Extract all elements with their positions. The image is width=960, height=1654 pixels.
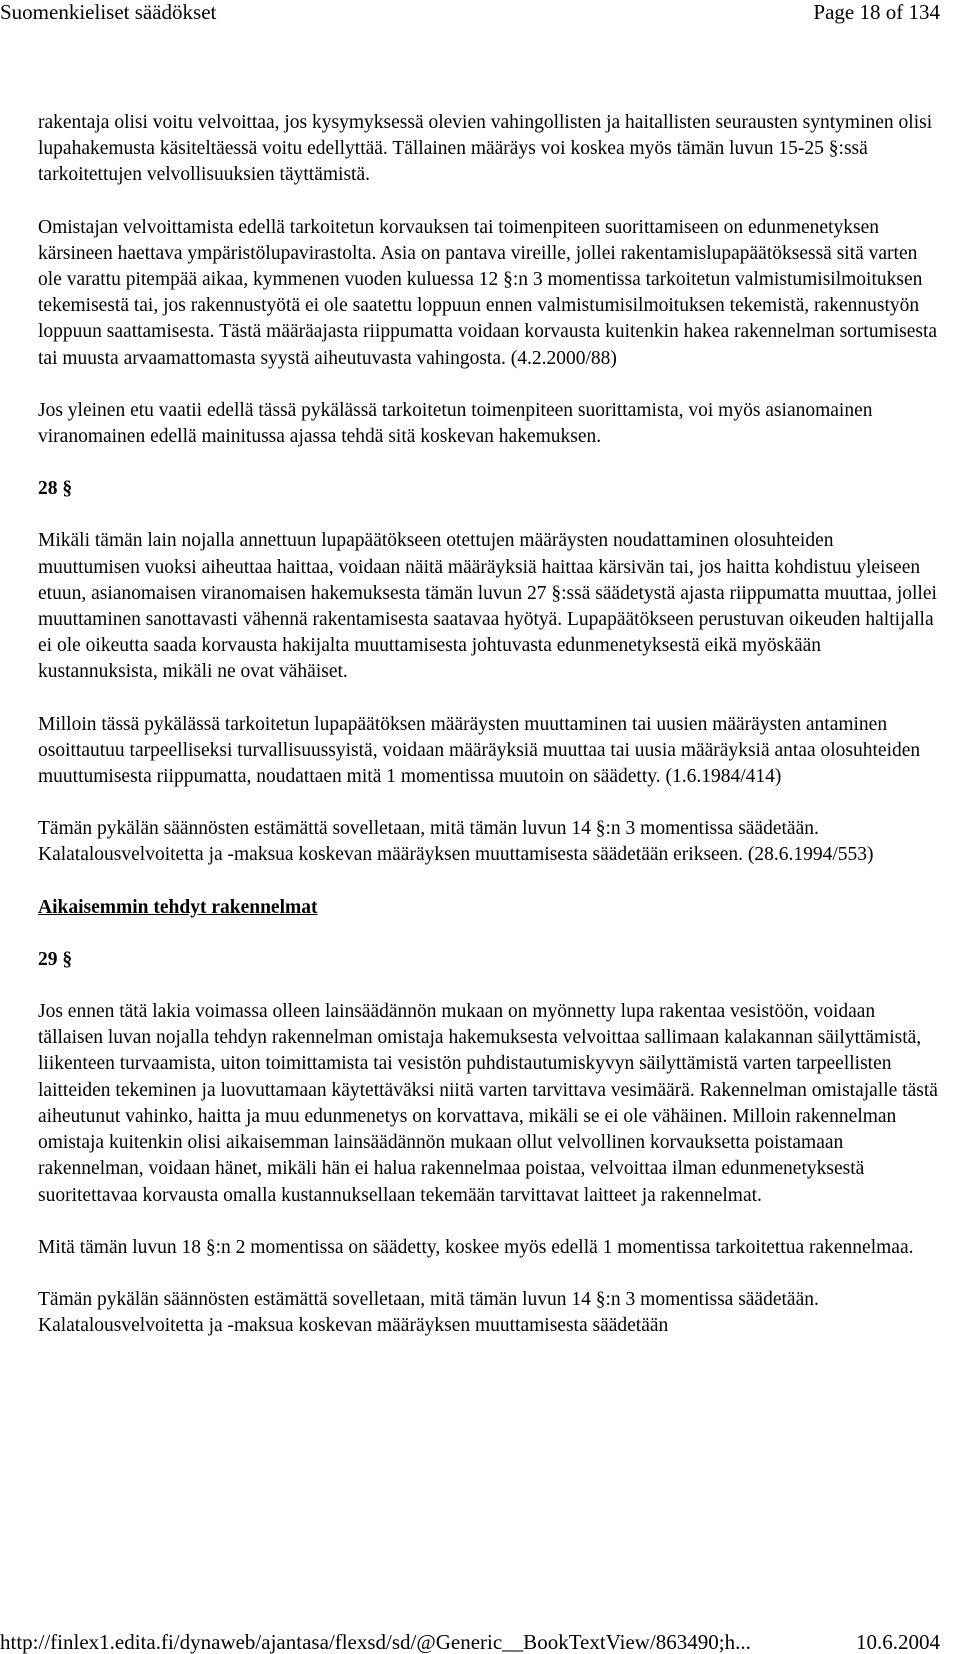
- section-number-28: 28 §: [38, 478, 73, 500]
- page-number: Page 18 of 134: [813, 0, 940, 24]
- paragraph: Jos ennen tätä lakia voimassa olleen lainsäädännön mukaan on myönnetty lupa rakentaa vesistöön, voidaan tällaisen luvan nojalla tehdyn rakennelman omistaja hakemuksesta velvoittaa sallimaan kalakannan säilyttämistä, liikenteen turvaamista, uiton toimittamista tai vesistön puhdistautumiskyvyn säilyttämistä varten tarpeellisten laitteiden tekeminen ja luovuttamaan käytettäväksi niitä varten tarvittava vesimäärä. Rakennelman omistajalle tästä aiheutunut vahinko, haitta ja muu edunmenetys on korvattava, mikäli se ei ole vähäinen. Milloin rakennelman omistaja kuitenkin olisi aikaisemman lainsäädännön mukaan ollut velvollinen korvauksetta poistamaan rakennelman, voidaan hänet, mikäli hän ei halua rakennelmaa poistaa, velvoittaa ilman edunmenetyksestä suoritettavaa korvausta omalla kustannuksellaan tekemään tarvittavat laitteet ja rakennelmat.: [38, 1001, 938, 1206]
- section-heading: Aikaisemmin tehdyt rakennelmat: [38, 896, 318, 918]
- document-title: Suomenkieliset säädökset: [0, 0, 217, 24]
- paragraph: Mikäli tämän lain nojalla annettuun lupapäätökseen otettujen määräysten noudattaminen olosuhteiden muuttumisen vuoksi aiheuttaa haittaa, voidaan näitä määräyksiä haittaa kärsivän tai, jos haitta kohdistuu yleiseen etuun, asianomaisen viranomaisen hakemuksesta tämän luvun 27 §:ssä säädetystä ajasta riippumatta muuttaa, jollei muuttaminen sanottavasti vähennä rakentamisesta saatavaa hyötyä. Lupapäätökseen perustuvan oikeuden haltijalla ei ole oikeutta saada korvausta hakijalta muuttamisesta johtuvasta edunmenetyksestä eikä myöskään kustannuksista, mikäli ne ovat vähäiset.: [38, 530, 937, 683]
- paragraph: Omistajan velvoittamista edellä tarkoitetun korvauksen tai toimenpiteen suorittamiseen on edunmenetyksen kärsineen haettava ympäristölupavirastolta. Asia on pantava vireille, jollei rakentamislupapäätöksessä sitä varten ole varattu pitempää aikaa, kymmenen vuoden kuluessa 12 §:n 3 momentissa tarkoitetun valmistumisilmoituksen tekemisestä tai, jos rakennustyötä ei ole saatettu loppuun ennen valmistumisilmoituksen tekemistä, rakennustyön loppuun saattamisesta. Tästä määräajasta riippumatta voidaan korvausta kuitenkin hakea rakennelman sortumisesta tai muusta arvaamattomasta syystä aiheutuvasta vahingosta. (4.2.2000/88): [38, 216, 938, 369]
- footer-date: 10.6.2004: [856, 1630, 940, 1654]
- paragraph: Milloin tässä pykälässä tarkoitetun lupapäätöksen määräysten muuttaminen tai uusien määräysten antaminen osoittautuu tarpeelliseksi turvallisuussyistä, voidaan määräyksiä muuttaa tai uusia määräyksiä antaa olosuhteiden muuttumisesta riippumatta, noudattaen mitä 1 momentissa muutoin on säädetty. (1.6.1984/414): [38, 713, 921, 788]
- paragraph: Mitä tämän luvun 18 §:n 2 momentissa on säädetty, koskee myös edellä 1 momentissa tarkoitettua rakennelmaa.: [38, 1236, 914, 1258]
- section-number-29: 29 §: [38, 948, 73, 970]
- paragraph: Tämän pykälän säännösten estämättä sovelletaan, mitä tämän luvun 14 §:n 3 momentissa säädetään. Kalatalousvelvoitetta ja -maksua koskevan määräyksen muuttamisesta säädetään erikseen. (28.6.1994/553): [38, 818, 874, 866]
- document-body: [38, 110, 938, 1365]
- paragraph: rakentaja olisi voitu velvoittaa, jos kysymyksessä olevien vahingollisten ja haitallisten seurausten syntyminen olisi lupahakemusta käsiteltäessä voitu edellyttää. Tällainen määräys voi koskea myös tämän luvun 15-25 §:ssä tarkoitettujen velvollisuuksien täyttämistä.: [38, 112, 933, 186]
- paragraph: Tämän pykälän säännösten estämättä sovelletaan, mitä tämän luvun 14 §:n 3 momentissa säädetään. Kalatalousvelvoitetta ja -maksua koskevan määräyksen muuttamisesta säädetään: [38, 1288, 819, 1337]
- paragraph: Jos yleinen etu vaatii edellä tässä pykälässä tarkoitetun toimenpiteen suorittamista, voi myös asianomainen viranomainen edellä mainitussa ajassa tehdä sitä koskevan hakemuksen.: [38, 399, 873, 448]
- footer-url[interactable]: http://finlex1.edita.fi/dynaweb/ajantasa/flexsd/sd/@Generic__BookTextView/863490;h...: [0, 1630, 751, 1654]
